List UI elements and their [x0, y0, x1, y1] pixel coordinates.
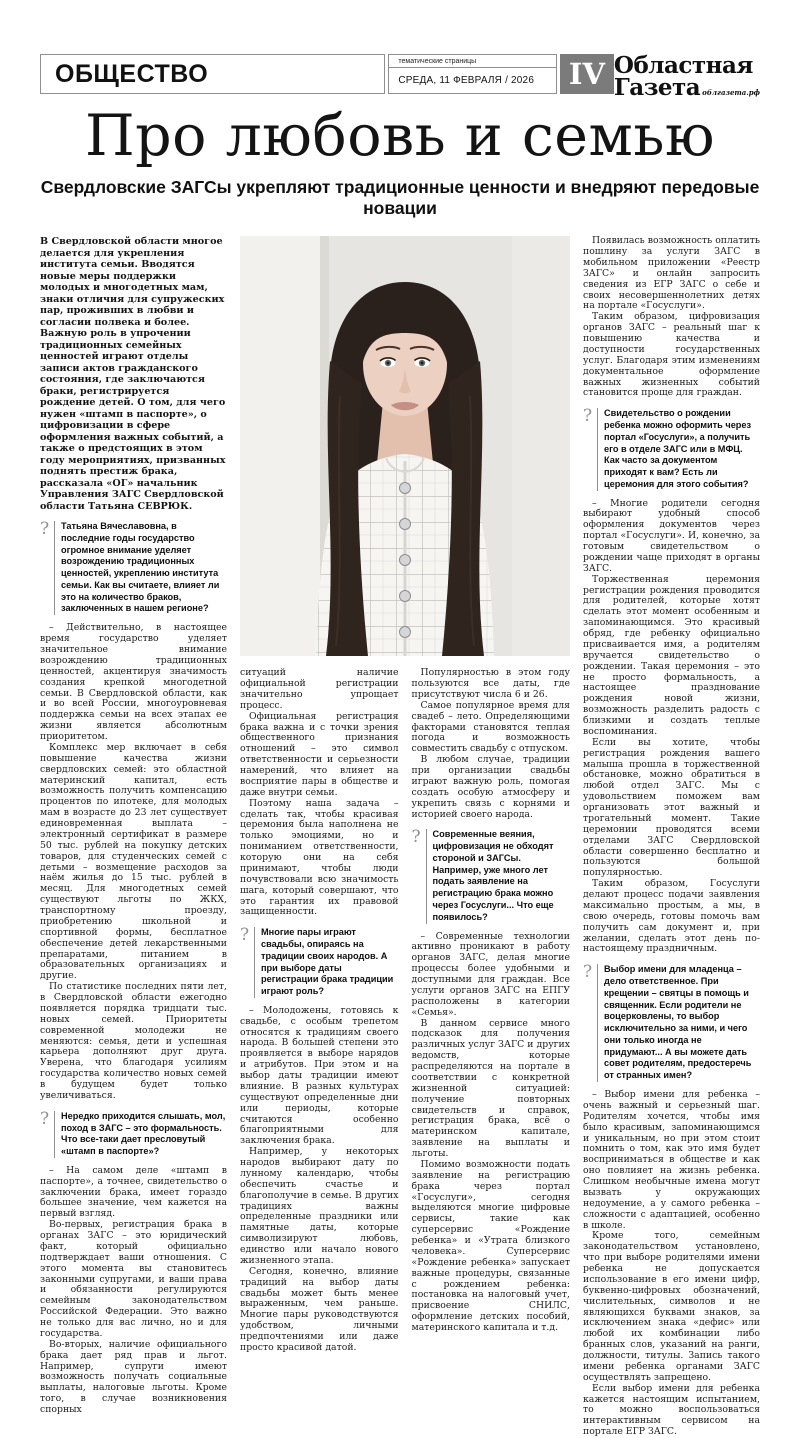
page-header	[40, 52, 760, 101]
answer-paragraph: Торжественная церемония регистрации рождения проводится для родителей, которые хотят сделать этот момент особенным и запоминающимся. Это красивый обряд, где ребенку официально присваивается имя, а родителям вручается свидетельство о рождении. Такая церемония – это не просто формальность, а настоящее празднование рождения новой жизни, возможность разделить радость с близкими и создать теплые воспоминания.	[583, 573, 760, 737]
question-text: Нередко приходится слышать, мол, поход в ЗАГС – это формальность. Что все-таки дает пресловутый «штамп в паспорте»?	[54, 1111, 227, 1158]
section-title: ОБЩЕСТВО	[55, 59, 209, 88]
section-title-box	[40, 54, 385, 94]
article-body	[40, 236, 760, 1438]
question-text: Современные веяния, цифровизация не обходят стороной и ЗАГСы. Например, уже много лет подать заявление на регистрацию брака можно через Госуслуги... Что еще появилось?	[426, 829, 571, 923]
masthead-logo	[613, 52, 760, 101]
masthead-line1: Областная	[613, 52, 753, 79]
woman-portrait	[316, 282, 494, 656]
answer-paragraph: По статистике последних пяти лет, в Свердловской области ежегодно появляется порядка тридцати тыс. новых семей. Приоритеты современной молодежи не меняются: семья, дети и успешная карьера дополняют друг друга. Уверена, что благодаря усилиям государства количество новых семей в будущем будет только увеличиваться.	[40, 981, 227, 1101]
newspaper-page	[0, 54, 800, 1438]
subheadline: Свердловские ЗАГСы укрепляют традиционные ценности и внедряют передовые новации	[40, 177, 760, 219]
question-mark-icon: ?	[40, 519, 50, 540]
question-mark-icon: ?	[240, 925, 250, 946]
answer-paragraph: В данном сервисе много подсказок для получения различных услуг ЗАГС и других ведомств, которые распределяются на портале в соответствии с конкретной жизненной ситуацией: получение повторных свидетельств и справок, регистрация брака, всё о материнском капитале, заявление на выплаты и льготы.	[411, 1017, 570, 1159]
answer-paragraph: – Современные технологии активно проникают в работу органов ЗАГС, делая многие процессы более удобными и доступными для граждан. Все услуги органов ЗАГС на ЕПГУ расположены в категории «Семья».	[411, 930, 570, 1018]
column-4	[583, 236, 760, 1438]
answer-paragraph: – Многие родители сегодня выбирают удобный способ оформления документов через портал «Госуслуги». И, конечно, за готовым свидетельством о рождении чаще приходят в органы ЗАГС.	[583, 497, 760, 574]
answer-paragraph: Во-первых, регистрация брака в органах ЗАГС – это юридический факт, который официально подтверждает ваши отношения. С этого момента вы становитесь законными супругами, и ваши права и обязанности регулируются семейным законодательством Российской Федерации. Это важно не только для вас лично, но и для государства.	[40, 1219, 227, 1339]
answer-paragraph: – Действительно, в настоящее время государство уделяет значительное внимание возрождению традиционных ценностей, акцентируя значимость создания крепкой многодетной семьи. В Свердловской области, как и во всей России, многоуровневая поддержка семьи на всех этапах ее жизни является абсолютным приоритетом.	[40, 622, 227, 742]
question-block	[583, 408, 760, 490]
masthead-line2	[613, 73, 760, 101]
page-number-badge: IV	[560, 54, 614, 94]
question-mark-icon: ?	[583, 406, 593, 427]
answer-paragraph: Официальная регистрация брака важна и с точки зрения общественного признания отношений – это символ ответственности и серьезности намерений, что влияет на восприятие пары в обществе и даже внутри семьи.	[240, 710, 399, 798]
question-text: Выбор имени для младенца – дело ответственное. При крещении – святцы в помощь и священник. Если родители не воцерковлены, то выбор исключительно за ними, и чего они только иногда не придумают... А вы можете дать совет родителям, предостеречь от странных имен?	[597, 964, 760, 1082]
answer-paragraph: Если выбор имени для ребенка кажется настоящим испытанием, то можно воспользоваться интерактивным сервисом на портале ЕГР ЗАГС.	[583, 1382, 760, 1438]
answer-paragraph: – На самом деле «штамп в паспорте», а точнее, свидетельство о заключении брака, имеет гораздо большее значение, чем кажется на первый взгляд.	[40, 1164, 227, 1220]
question-mark-icon: ?	[583, 962, 593, 983]
answer-paragraph: ситуаций наличие официальной регистрации значительно упрощает процесс.	[240, 667, 399, 711]
answer-paragraph: Кроме того, семейным законодательством установлено, что при выборе родителями имени ребенка не допускается использование в его имени цифр, буквенно-цифровых обозначений, числительных, символов и не являющихся буквами знаков, за исключением знака «дефис» или любой их комбинации либо бранных слов, указаний на ранги, должности, титулы. Запись такого имени ребенка органами ЗАГС осуществлять запрещено.	[583, 1230, 760, 1383]
question-block	[40, 1108, 227, 1158]
question-text: Татьяна Вячеславовна, в последние годы государство огромное внимание уделяет возрождению традиционных ценностей, укреплению института семьи. Как вы считаете, влияет ли это на количество браков, заключенных в нашем регионе?	[54, 521, 227, 615]
answer-paragraph: Комплекс мер включает в себя повышение качества жизни свердловских семей: это областной материнский капитал, есть возможность получить компенсацию процентов по ипотеке, для молодых мам в возрасте до 23 лет существует единовременная выплата – электронный сертификат в размере 50 тыс. рублей на покупку детских товаров, для студенческих семей с детьми – возмещение расходов за наём жилья до 15 тыс. рублей в месяц. Для многодетных семей существуют льготы по ЖКХ, транспортному проезду, приобретению школьной и спортивной формы, бесплатное обеспечение детей лекарственными препаратами, питанием в образовательных организациях и другие.	[40, 741, 227, 982]
answer-paragraph: Во-вторых, наличие официального брака дает ряд прав и льгот. Например, супруги имеют возможность получать социальные выплаты, налоговые льготы. Кроме того, в случае возникновения спорных	[40, 1338, 227, 1416]
middle-columns	[240, 668, 570, 1354]
question-text: Многие пары играют свадьбы, опираясь на традиции своих народов. А при выборе даты регистрации брака традиции играют роль?	[254, 927, 399, 998]
date-box	[388, 54, 557, 94]
answer-paragraph: Появилась возможность оплатить пошлину за услуги ЗАГС в мобильном приложении «Реестр ЗАГС» и онлайн запросить сведения из ЕГР ЗАГС о себе и своих несовершеннолетних детях на портале «Госуслуги».	[583, 235, 760, 312]
answer-paragraph: Например, у некоторых народов выбирают дату по лунному календарю, чтобы обеспечить счастье и благополучие в семье. В других традициях важны определенные праздники или памятные даты, которые символизируют любовь, единство или начало нового жизненного этапа.	[240, 1146, 399, 1266]
answer-paragraph: Популярностью в этом году пользуются все даты, где присутствуют числа 6 и 26.	[411, 667, 570, 700]
column-3	[412, 668, 571, 1334]
middle-section	[240, 236, 570, 1354]
question-block	[40, 521, 227, 615]
masthead-site: облгазета.рф	[702, 87, 760, 97]
answer-paragraph: – Выбор имени для ребенка – очень важный и серьезный шаг. Родителям хочется, чтобы имя было красивым, запоминающимся и уникальным, но при этом стоит помнить о том, как это имя будет восприниматься в обществе и как оно повлияет на жизнь ребенка. Слишком необычные имена могут вызвать у окружающих недоумение, а у самого ребенка – сложности с адаптацией, особенно в школе.	[583, 1089, 760, 1231]
answer-paragraph: – Молодожены, готовясь к свадьбе, с особым трепетом относятся к традициям своего народа. В большей степени это проявляется в выборе нарядов и атрибутов. При этом и на выбор даты традиции имеют влияние. В разных культурах существуют определенные дни или периоды, которые считаются особенно благоприятными для заключения брака.	[240, 1004, 399, 1147]
question-mark-icon: ?	[411, 827, 421, 848]
question-text: Свидетельство о рождении ребенка можно оформить через портал «Госуслуги», а получить его в отделе ЗАГС или в МФЦ. Как часто за документом приходят к вам? Есть ли церемония для этого события?	[597, 408, 760, 490]
column-2	[240, 668, 399, 1354]
answer-paragraph: Таким образом, цифровизация органов ЗАГС – реальный шаг к повышению качества и доступности государственных услуг. Благодаря этим изменениям документальное оформление важных жизненных событий становится проще для граждан.	[583, 311, 760, 399]
lead-paragraph: В Свердловской области многое делается для укрепления института семьи. Вводятся новые меры поддержки молодых и многодетных мам, знаки отличия для супружеских пар, проживших в любви и согласии полвека и более. Важную роль в упрочении традиционных семейных ценностей играют отделы записи актов гражданского состояния, где заключаются браки, регистрируется рождение детей. О том, для чего нужен «штамп в паспорте», о цифровизации в сфере оформления важных событий, а также о предстоящих в этом году мероприятиях, призванных поднять престиж брака, рассказала «ОГ» начальник Управления ЗАГС Свердловской области Татьяна СЕВРЮК.	[40, 236, 226, 512]
column-1	[40, 236, 227, 1416]
answer-paragraph: Помимо возможности подать заявление на регистрацию брака через портал «Госуслуги», сегодня выделяются многие цифровые сервисы, такие как суперсервис «Рождение ребенка» и «Утрата близкого человека». Суперсервис «Рождение ребенка» запускает важные процедуры, связанные с рождением ребенка: постановка на налоговый учет, присвоение СНИЛС, оформление детских пособий, материнского капитала и т.д.	[411, 1158, 570, 1333]
headline: Про любовь и семью	[84, 103, 716, 169]
portrait-photo-illustration	[240, 236, 570, 656]
answer-paragraph: Поэтому наша задача – сделать так, чтобы красивая церемония была наполнена не только эмоциями, но и пониманием ответственности, которую они на себя принимают, чтобы люди почувствовали всю значимость шага, который совершают, что это гарантия их правовой защищенности.	[240, 797, 399, 918]
question-block	[412, 829, 571, 923]
kicker-label: тематические страницы	[389, 55, 556, 68]
answer-paragraph: В любом случае, традиции при организации свадьбы играют важную роль, помогая создать особую атмосферу и укрепить связь с корнями и историей своего народа.	[411, 754, 570, 820]
answer-paragraph: Сегодня, конечно, влияние традиций на выбор даты свадьбы может быть менее выраженным, чем раньше. Многие пары руководствуются удобством, личными предпочтениями или даже просто красивой датой.	[240, 1265, 399, 1353]
answer-paragraph: Если вы хотите, чтобы регистрация рождения вашего малыша прошла в торжественной обстановке, можно обратиться в любой отдел ЗАГС. Мы с удовольствием поможем вам организовать этот важный и трогательный момент. Такие церемонии проводятся всеми отделами ЗАГС Свердловской области совершенно бесплатно и пользуются большой популярностью.	[583, 736, 760, 879]
question-block	[583, 964, 760, 1082]
portrait-photo	[240, 236, 570, 656]
answer-paragraph: Таким образом, Госуслуги делают процесс подачи заявления максимально простым, а мы, в свою очередь, готовы помочь вам получить сам документ и, при желании, сделать этот день по-настоящему праздничным.	[583, 878, 760, 955]
question-block	[240, 927, 399, 998]
answer-paragraph: Самое популярное время для свадеб – лето. Определяющими факторами становятся теплая погода и возможность совместить свадьбу с отпуском.	[411, 699, 570, 755]
question-mark-icon: ?	[40, 1108, 50, 1129]
masthead-word: Газета	[613, 73, 701, 101]
issue-date: СРЕДА, 11 ФЕВРАЛЯ / 2026	[398, 75, 535, 86]
